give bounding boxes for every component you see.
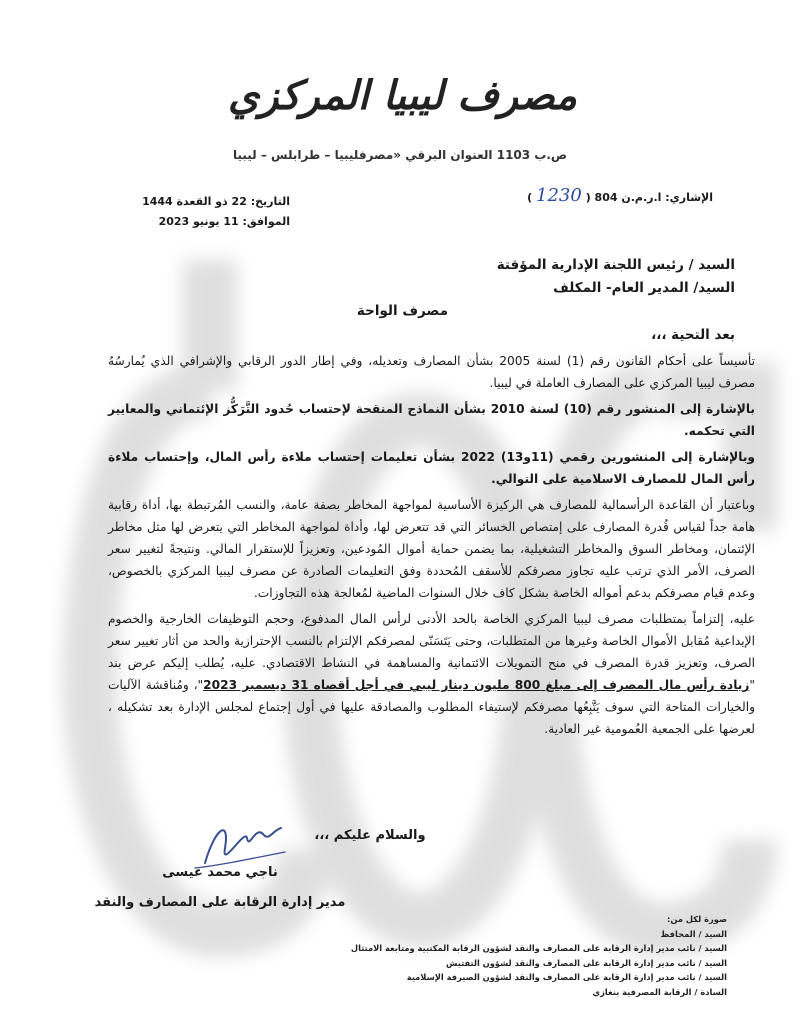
reference-label: الإشاري: ا.ر.م.ن 804 ( — [585, 191, 713, 204]
signer-block — [80, 858, 360, 918]
cc-line: السيد / نائب مدير إدارة الرقابة على المصارف والنقد لشؤون التفتيش — [445, 957, 727, 968]
paragraph: بالإشارة إلى المنشور رقم (10) لسنة 2010 بشأن النماذج المنقحة لإحتساب حُدود التَّرَكُّز الإئتماني والمعايير التي تحكمه. — [108, 402, 756, 438]
bank-logo: مصرف ليبيا المركزي — [227, 72, 577, 119]
letter-body — [108, 350, 755, 744]
recipients-block — [235, 254, 735, 300]
signer-name: ناجي محمد عيسى — [162, 865, 278, 880]
reference-number — [463, 185, 713, 206]
cc-line: السيد / نائب مدير إدارة الرقابة على المصارف والنقد لشؤون الصيرفة الإسلامية — [406, 972, 727, 983]
paragraph: وبالإشارة إلى المنشورين رقمي (11و13) 2022 بشأن تعليمات إحتساب ملاءة رأس المال، وإحتساب ملاءة رأس المال للمصارف الاسلامية على التوالي. — [108, 450, 755, 486]
paragraph-request — [108, 608, 755, 740]
reference-suffix: ) — [527, 191, 533, 204]
gregorian-date: الموافق: 11 يونيو 2023 — [158, 215, 290, 228]
cc-line: صورة لكل من: — [667, 914, 727, 924]
greeting: بعد التحية ،،، — [651, 327, 735, 343]
bank-address: ص.ب 1103 العنوان البرقي «مصرفليبيا – طرابلس – ليبيا — [232, 148, 568, 162]
recipient-line: السيد / رئيس اللجنة الإدارية المؤقتة — [496, 257, 735, 273]
request-text-before: عليه، إلتزاماً بمتطلبات مصرف ليبيا المركزي الخاصة بالحد الأدنى لرأس المال المدفوع، وحجم التوظيفات الخارجية والخصوم الإيداعية مُقابل الأموال الخاصة وغيرها من المتطلبات، وحتى يَتَسَنّى لمصرفكم الإلتزام بالنسب الإحترازية والحد من أثار تغيير سعر الصرف، وتعزيز قدرة المصرف في منح التمويلات الائتمانية والمساهمة في النشاط الاقتصادي. عليه، يُطلب إليكم عرض بند " — [108, 612, 755, 692]
request-underlined-item: زيادة رأس مال المصرف إلى مبلغ 800 مليون دينار ليبي في أجل أقصاه 31 ديسمبر 2023 — [203, 678, 750, 692]
cc-line: السادة / الرقابة المصرفية بنغازي — [592, 986, 727, 997]
cc-line: السيد / المحافظ — [660, 928, 727, 939]
letter-subject: مصرف الواحة — [356, 303, 449, 319]
paragraph: وباعتبار أن القاعدة الرأسمالية للمصارف هي الركيزة الأساسية لمواجهة المخاطر بصفة عامة، والنسب المُرتبطة بها، أداة رقابية هامة جداً لقياس قُدرة المصارف على إمتصاص الخسائر التي قد تتعرض لها، وأداة لمواجهة المخاطر التي يتعرض لها مثل مخاطر الإئتمان، ومخاطر السوق والمخاطر التشغيلية، بما يضمن حماية أموال المُودعين، وتعزيزاً للإستقرار المالي. ونتيجةً لتغيير سعر الصرف، الأمر الذي ترتب عليه تجاوز مصرفكم للأسقف المُحددة وفق التعليمات الصادرة عن مصرف ليبيا المركزي بالخصوص، وعدم قيام مصرفكم بدعم أمواله الخاصة بشكل كاف خلال السنوات الماضية لمُعالجة هذه التجاوزات. — [108, 498, 755, 600]
cc-list — [327, 912, 727, 1000]
closing: والسلام عليكم ،،، — [314, 828, 426, 843]
paragraph: تأسيساً على أحكام القانون رقم (1) لسنة 2005 بشأن المصارف وتعديله، وفي إطار الدور الرقابي والإشرافي الذي يُمارسُهُ مصرف ليبيا المركزي على المصارف العاملة في ليبيا. — [108, 354, 755, 390]
hijri-date: التاريخ: 22 ذو القعدة 1444 — [142, 195, 290, 208]
recipient-line: السيد/ المدير العام- المكلف — [553, 280, 735, 296]
reference-handwritten-number: 1230 — [536, 185, 582, 206]
letter-dates — [140, 192, 290, 232]
signer-title: مدير إدارة الرقابة على المصارف والنقد — [94, 895, 346, 910]
cc-line: السيد / نائب مدير إدارة الرقابة على المصارف والنقد لشؤون الرقابة المكتبية ومتابعة الامتثال — [350, 943, 727, 954]
request-text-after: "، ومُناقشة الآليات والخيارات المتاحة التي سوف يَتَّبِعُها مصرفكم لإستيفاء المطلوب والمصادقة عليها في أول إجتماع لمجلس الإدارة بعد تشكيله ، لعرضها على الجمعية العُمومية غير العادية. — [108, 678, 755, 736]
